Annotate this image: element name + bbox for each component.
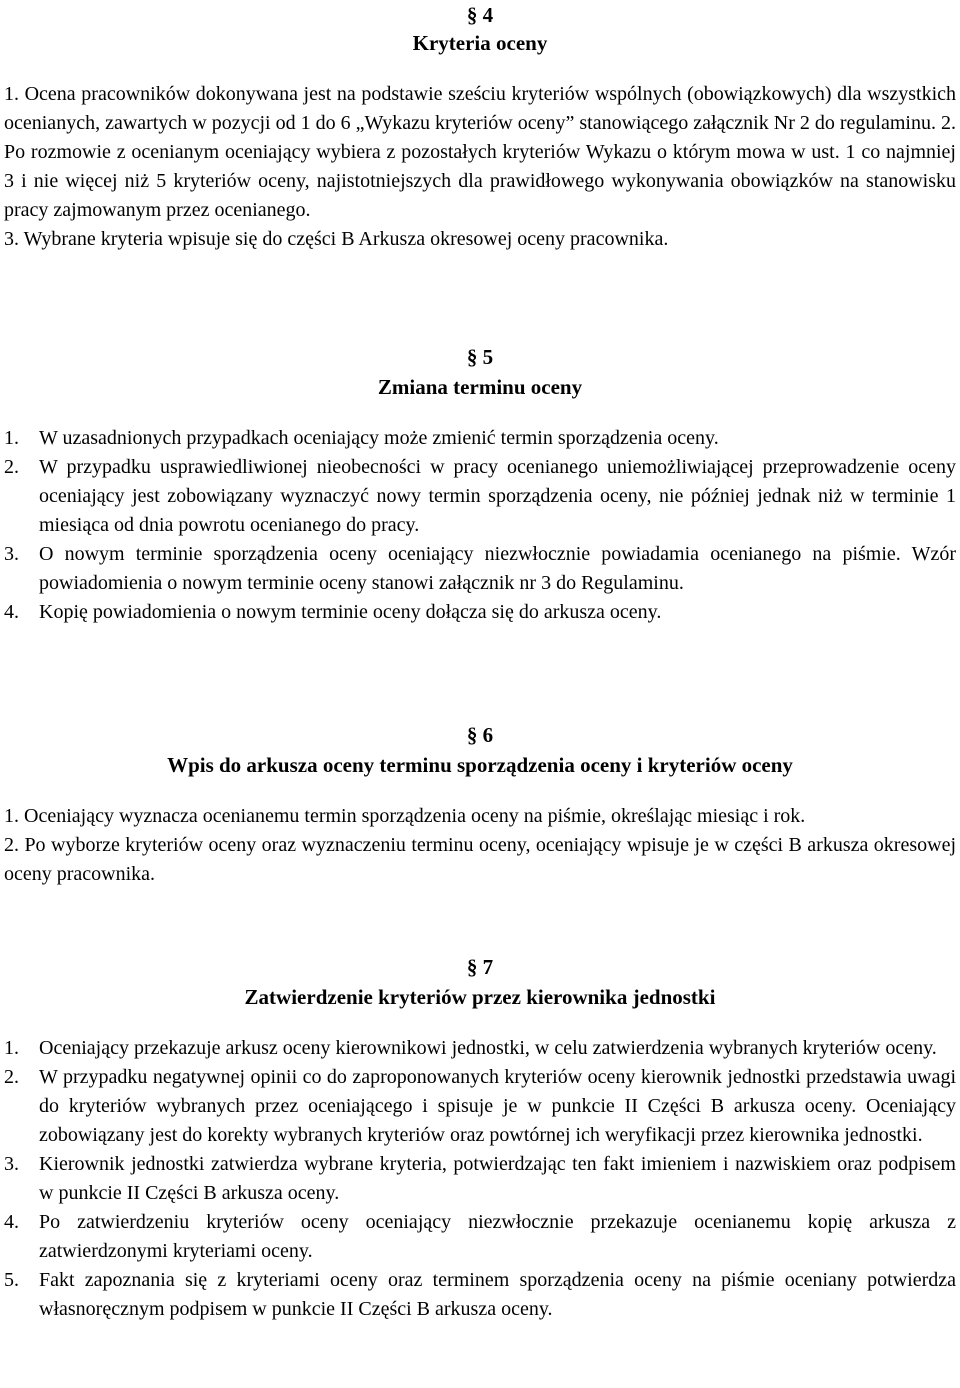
item-text: W przypadku negatywnej opinii co do zaproponowanych kryteriów oceny kierownik jednostki przedstawia uwagi do kryteriów wybranych przez oceniającego i spisuje je w punkcie II Części B arkusza oceny. Oceniający zobowiązany jest do korekty wybranych kryteriów oraz powtórnej ich weryfikacji przez kierownika jednostki. [39,1066,956,1146]
item-number: 4. [4,1211,19,1233]
section-body: 1. Ocena pracowników dokonywana jest na podstawie sześciu kryteriów wspólnych (obowiązkowych) dla wszystkich ocenianych, zawartych w pozycji od 1 do 6 „Wykazu kryteriów oceny” stanowiącego załącznik Nr 2 do regulaminu. 2. Po rozmowie z ocenianym oceniający wybiera z pozostałych kryteriów Wykazu o którym mowa w ust. 1 co najmniej 3 i nie więcej niż 5 kryteriów oceny, najistotniejszych dla prawidłowego wykonywania obowiązków na stanowisku pracy zajmowanym przez ocenianego. [4,83,956,221]
numbered-list [4,424,956,627]
item-number: 1. [4,1037,19,1059]
list-item [4,540,956,598]
list-item [4,1208,956,1266]
item-text: W uzasadnionych przypadkach oceniający może zmienić termin sporządzenia oceny. [39,427,719,449]
list-item [4,1266,956,1324]
item-text: O nowym terminie sporządzenia oceny oceniający niezwłocznie powiadamia ocenianego na piśmie. Wzór powiadomienia o nowym terminie oceny stanowi załącznik nr 3 do Regulaminu. [39,543,956,594]
item-number: 2. [4,1066,19,1088]
item-number: 3. [4,543,19,565]
item-text: Oceniający przekazuje arkusz oceny kierownikowi jednostki, w celu zatwierdzenia wybranych kryteriów oceny. [39,1037,937,1059]
section-number: § 6 [466,723,494,747]
section-title: Kryteria oceny [412,31,548,55]
section-title: Zatwierdzenie kryteriów przez kierownika jednostki [244,985,716,1009]
item-text: Kierownik jednostki zatwierdza wybrane kryteria, potwierdzając ten fakt imieniem i nazwiskiem oraz podpisem w punkcie II Części B arkusza oceny. [39,1153,956,1204]
section-title: Wpis do arkusza oceny terminu sporządzenia oceny i kryteriów oceny [167,753,793,777]
section-number: § 5 [466,345,494,369]
list-item [4,424,956,453]
item-number: 5. [4,1269,19,1291]
section-4 [4,0,956,254]
list-item [4,1063,956,1150]
item-text: W przypadku usprawiedliwionej nieobecności w pracy ocenianego uniemożliwiającej przeprowadzenie oceny oceniający jest zobowiązany wyznaczyć nowy termin sporządzenia oceny, nie później jednak niż w terminie 1 miesiąca od dnia powrotu ocenianego do pracy. [39,456,956,536]
item-number: 4. [4,601,19,623]
list-item [4,453,956,540]
item-text: Fakt zapoznania się z kryteriami oceny oraz terminem sporządzenia oceny na piśmie oceniany potwierdza własnoręcznym podpisem w punkcie II Części B arkusza oceny. [39,1269,956,1320]
item-number: 1. [4,427,19,449]
section-paragraph: 1. Oceniający wyznacza ocenianemu termin sporządzenia oceny na piśmie, określając miesiąc i rok. [4,805,806,827]
item-text: Kopię powiadomienia o nowym terminie oceny dołącza się do arkusza oceny. [39,601,662,623]
item-text: Po zatwierdzeniu kryteriów oceny oceniający niezwłocznie przekazuje ocenianemu kopię arkusza z zatwierdzonymi kryteriami oceny. [39,1211,956,1262]
item-number: 2. [4,456,19,478]
list-item [4,1150,956,1208]
numbered-list [4,1034,956,1324]
section-6 [4,720,956,889]
list-item [4,1034,956,1063]
section-7 [4,952,956,1324]
section-body: 3. Wybrane kryteria wpisuje się do części B Arkusza okresowej oceny pracownika. [4,228,669,250]
item-number: 3. [4,1153,19,1175]
section-number: § 7 [466,955,494,979]
list-item [4,598,956,627]
section-number: § 4 [466,3,494,27]
section-paragraph: 2. Po wyborze kryteriów oceny oraz wyznaczeniu terminu oceny, oceniający wpisuje je w części B arkusza okresowej oceny pracownika. [4,834,956,885]
section-5 [4,342,956,627]
section-title: Zmiana terminu oceny [377,375,583,399]
